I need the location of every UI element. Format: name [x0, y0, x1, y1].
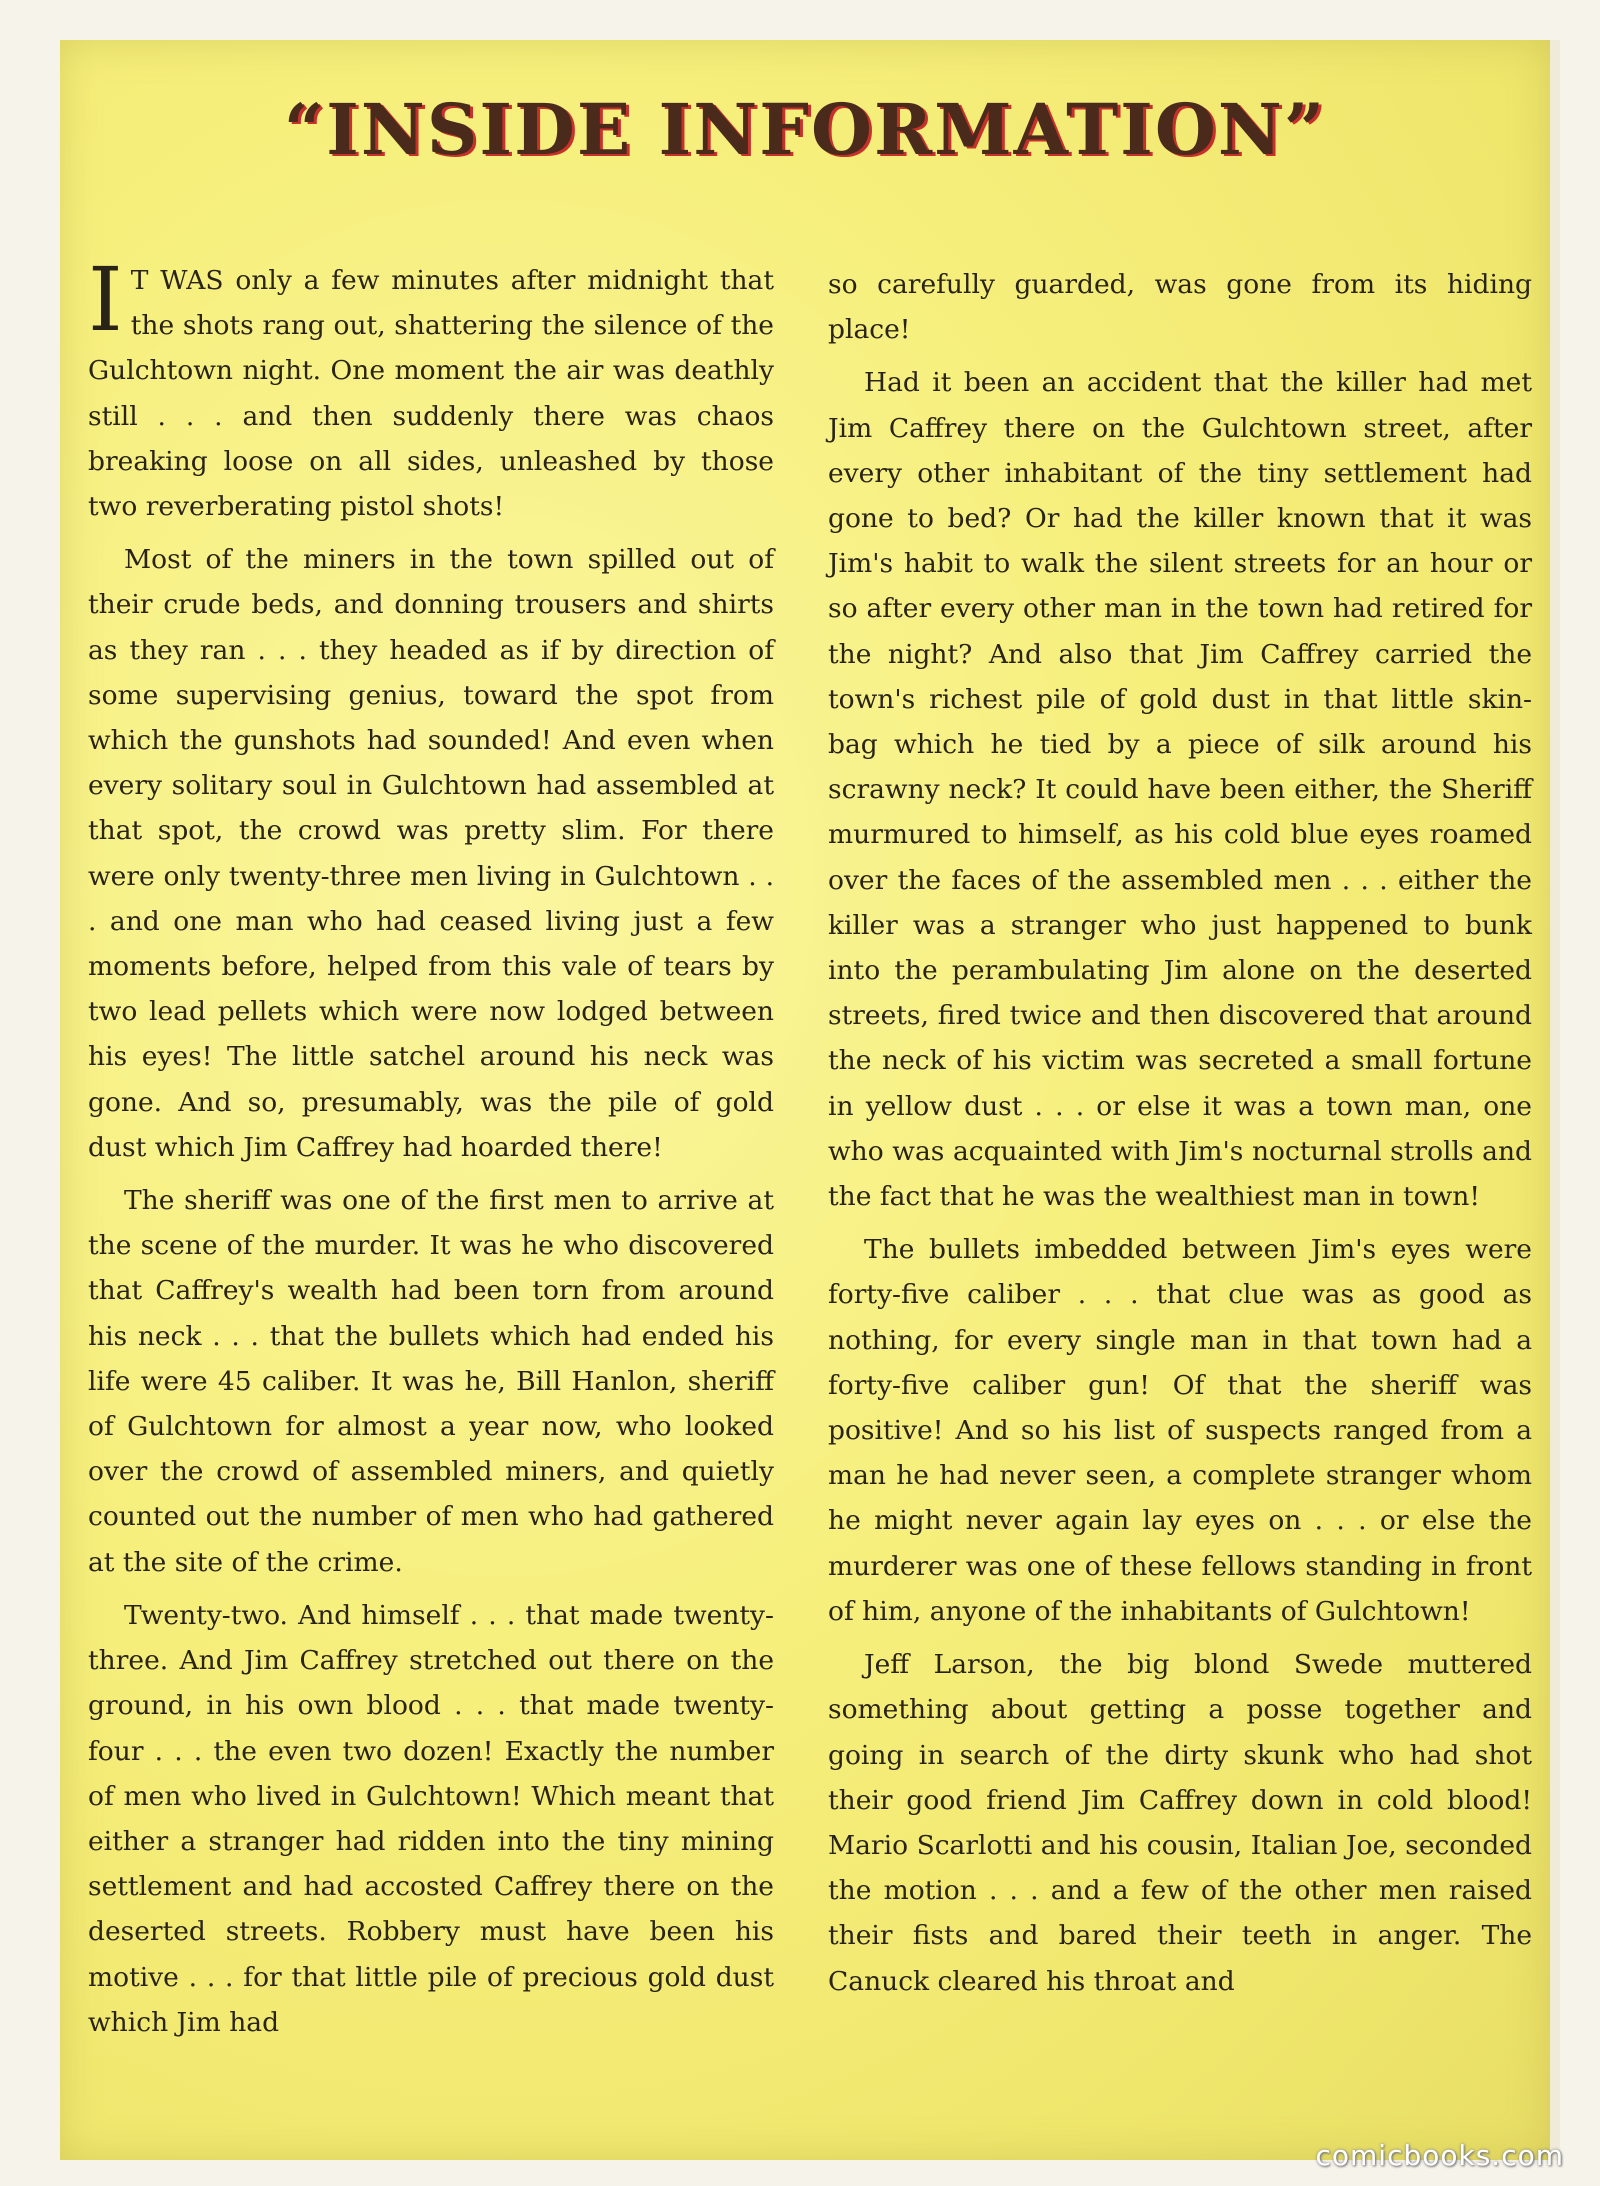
opening-paragraph	[88, 248, 774, 529]
paragraph: The bullets imbedded between Jim's eyes were forty-five caliber . . . that clue was as good as nothing, for every single man in that town had a forty-five caliber gun! Of that the sheriff was positive! And so his list of suspects ranged from a man he had never seen, a complete stranger whom he might never again lay eyes on . . . or else the murderer was one of these fellows standing in front of him, anyone of the inhabitants of Gulchtown!	[828, 1234, 1532, 1627]
story-title: “INSIDE INFORMATION”	[283, 88, 1327, 171]
paragraph: Twenty-two. And himself . . . that made twenty-three. And Jim Caffrey stretched out there on the ground, in his own blood . . . that made twenty-four . . . the even two dozen! Exactly the number of men who lived in Gulchtown! Which meant that either a stranger had ridden into the tiny mining settlement and had accosted Caffrey there on the deserted streets. Robbery must have been his motive . . . for that little pile of precious gold dust which Jim had	[88, 1599, 774, 2038]
opening-text: T WAS only a few minutes after midnight that the shots rang out, shattering the silence of the Gulchtown night. One moment the air was deathly still . . . and then suddenly there was chaos breaking loose on all sides, unleashed by those two reverberating pistol shots!	[88, 265, 774, 523]
left-column	[88, 248, 774, 2053]
paragraph: Jeff Larson, the big blond Swede muttered something about getting a posse together and going in search of the dirty skunk who had shot their good friend Jim Caffrey down in cold blood! Mario Scarlotti and his cousin, Italian Joe, seconded the motion . . . and a few of the other men raised their fists and bared their teeth in anger. The Canuck cleared his throat and	[828, 1649, 1532, 1997]
right-column	[828, 262, 1532, 2012]
paragraph: Most of the miners in the town spilled out of their crude beds, and donning trousers and shirts as they ran . . . they headed as if by direction of some supervising genius, toward the spot from which the gunshots had sounded! And even when every solitary soul in Gulchtown had assembled at that spot, the crowd was pretty slim. For there were only twenty-three men living in Gulchtown . . . and one man who had ceased living just a few moments before, helped from this vale of tears by two lead pellets which were now lodged between his eyes! The little satchel around his neck was gone. And so, presumably, was the pile of gold dust which Jim Caffrey had hoarded there!	[88, 544, 774, 1163]
paragraph: Had it been an accident that the killer had met Jim Caffrey there on the Gulchtown street, after every other inhabitant of the tiny settlement had gone to bed? Or had the killer known that it was Jim's habit to walk the silent streets for an hour or so after every other man in the town had retired for the night? And also that Jim Caffrey carried the town's richest pile of gold dust in that little skin-bag which he tied by a piece of silk around his scrawny neck? It could have been either, the Sheriff murmured to himself, as his cold blue eyes roamed over the faces of the assembled men . . . either the killer was a stranger who just happened to bunk into the perambulating Jim alone on the deserted streets, fired twice and then discovered that around the neck of his victim was secreted a small fortune in yellow dust . . . or else it was a town man, one who was acquainted with Jim's nocturnal strolls and the fact that he was the wealthiest man in town!	[828, 367, 1532, 1213]
paragraph: so carefully guarded, was gone from its hiding place!	[828, 269, 1532, 346]
paragraph: The sheriff was one of the first men to arrive at the scene of the murder. It was he who discovered that Caffrey's wealth had been torn from around his neck . . . that the bullets which had ended his life were 45 caliber. It was he, Bill Hanlon, sheriff of Gulchtown for almost a year now, who looked over the crowd of assembled miners, and quietly counted out the number of men who had gathered at the site of the crime.	[88, 1185, 774, 1578]
site-watermark: comicbooks.com	[1315, 2139, 1564, 2172]
drop-cap: I	[88, 248, 123, 351]
story-panel	[60, 40, 1560, 2160]
